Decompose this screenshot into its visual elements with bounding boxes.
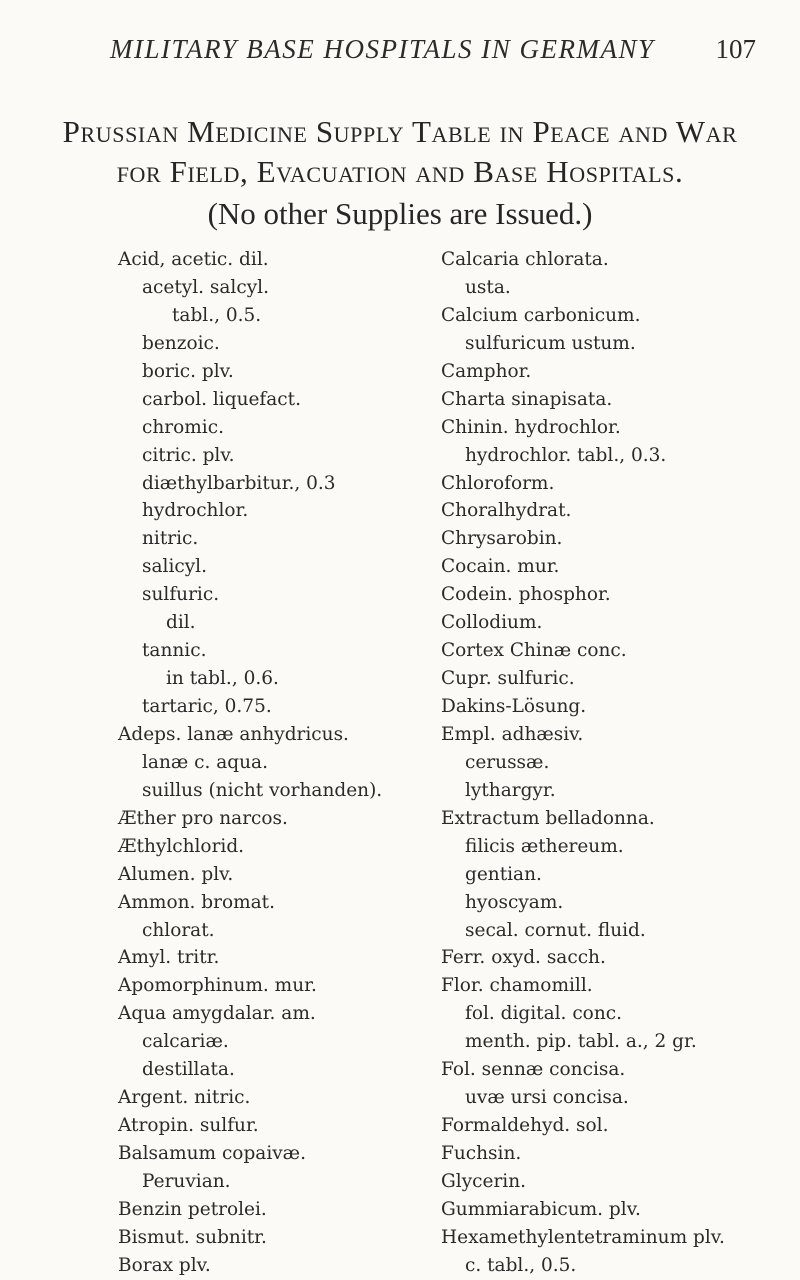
list-item: citric. plv. (142, 444, 235, 466)
list-item: Chrysarobin. (441, 528, 563, 550)
list-item: Cocain. mur. (441, 556, 560, 578)
running-head-title: MILITARY BASE HOSPITALS IN GERMANY (110, 34, 655, 64)
list-item: diæthylbarbitur., 0.3 (142, 472, 336, 494)
list-item: Choralhydrat. (441, 500, 572, 522)
list-item: Codein. phosphor. (441, 584, 611, 606)
list-item: Adeps. lanæ anhydricus. (118, 723, 349, 745)
list-item: Calcaria chlorata. (441, 249, 609, 270)
list-item: Empl. adhæsiv. (441, 723, 584, 745)
list-item: hydrochlor. tabl., 0.3. (465, 444, 667, 466)
list-item: Calcium carbonicum. (441, 304, 641, 326)
list-item: Aqua amygdalar. am. (118, 1003, 316, 1025)
list-item: Peruvian. (142, 1170, 231, 1192)
list-item: Fol. sennæ concisa. (441, 1059, 626, 1081)
table-subtitle: (No other Supplies are Issued.) (207, 196, 593, 231)
list-item: Cupr. sulfuric. (441, 668, 575, 690)
list-item: c. tabl., 0.5. (465, 1254, 577, 1276)
list-item: destillata. (142, 1059, 235, 1081)
list-item: lanæ c. aqua. (142, 751, 268, 773)
list-item: Camphor. (441, 360, 532, 382)
list-item: Cortex Chinæ conc. (441, 640, 627, 662)
list-item: Amyl. tritr. (118, 947, 220, 969)
list-item: suillus (nicht vorhanden). (142, 779, 383, 801)
list-item: benzoic. (142, 332, 220, 354)
list-item: uvæ ursi concisa. (465, 1087, 629, 1109)
list-item: Fuchsin. (441, 1143, 522, 1164)
list-item: tabl., 0.5. (172, 304, 262, 326)
list-item: Chloroform. (441, 472, 555, 494)
list-item: carbol. liquefact. (142, 388, 301, 410)
list-item: gentian. (465, 863, 542, 885)
list-item: dil. (166, 612, 196, 634)
running-header (100, 34, 760, 74)
list-item: tartaric, 0.75. (142, 696, 272, 717)
list-item: sulfuric. (142, 584, 220, 606)
list-item: calcariæ. (142, 1031, 229, 1053)
list-item: Borax plv. (118, 1254, 211, 1276)
list-item: Flor. chamomill. (441, 975, 593, 997)
list-item: Ferr. oxyd. sacch. (441, 947, 606, 969)
list-item: Æthylchlorid. (118, 835, 245, 857)
list-item: Charta sinapisata. (441, 388, 613, 410)
list-item: Alumen. plv. (118, 863, 234, 885)
table-title-line-1: Prussian Medicine Supply Table in Peace and War (62, 114, 738, 149)
list-item: usta. (465, 276, 511, 298)
list-item: Collodium. (441, 612, 543, 634)
list-item: fol. digital. conc. (465, 1003, 622, 1025)
list-item: chromic. (142, 416, 224, 438)
list-item: Acid, acetic. dil. (118, 249, 269, 270)
list-item: boric. plv. (142, 360, 234, 382)
list-item: Benzin petrolei. (118, 1198, 267, 1220)
list-item: Dakins-Lösung. (441, 696, 587, 717)
list-item: Glycerin. (441, 1170, 527, 1192)
list-item: Argent. nitric. (118, 1087, 251, 1109)
list-item: in tabl., 0.6. (166, 668, 279, 690)
list-item: Atropin. sulfur. (118, 1115, 259, 1137)
list-item: Extractum belladonna. (441, 807, 655, 829)
list-item: chlorat. (142, 919, 215, 941)
list-item: sulfuricum ustum. (465, 332, 636, 354)
list-item: salicyl. (142, 556, 207, 578)
list-item: cerussæ. (465, 751, 550, 773)
page-number: 107 (715, 34, 756, 64)
list-item: Æther pro narcos. (118, 807, 288, 829)
list-item: Hexamethylentetraminum plv. (441, 1226, 725, 1248)
list-item: Gummiarabicum. plv. (441, 1198, 641, 1220)
list-item: hydrochlor. (142, 500, 249, 522)
list-item: tannic. (142, 640, 207, 662)
list-item: Chinin. hydrochlor. (441, 416, 621, 438)
list-item: filicis æthereum. (465, 835, 624, 857)
list-item: menth. pip. tabl. a., 2 gr. (465, 1031, 697, 1053)
right-column-list (441, 246, 786, 1280)
list-item: Formaldehyd. sol. (441, 1115, 609, 1137)
table-title-line-2: for Field, Evacuation and Base Hospitals. (116, 154, 684, 189)
list-item: Bismut. subnitr. (118, 1226, 267, 1248)
list-item: Apomorphinum. mur. (118, 975, 317, 997)
list-item: lythargyr. (465, 779, 556, 801)
left-column-list (118, 246, 428, 1280)
list-item: secal. cornut. fluid. (465, 919, 646, 941)
list-item: hyoscyam. (465, 891, 564, 913)
list-item: acetyl. salcyl. (142, 276, 269, 298)
list-item: nitric. (142, 528, 199, 550)
table-title (0, 112, 800, 192)
list-item: Balsamum copaivæ. (118, 1143, 306, 1164)
list-item: Ammon. bromat. (118, 891, 275, 913)
